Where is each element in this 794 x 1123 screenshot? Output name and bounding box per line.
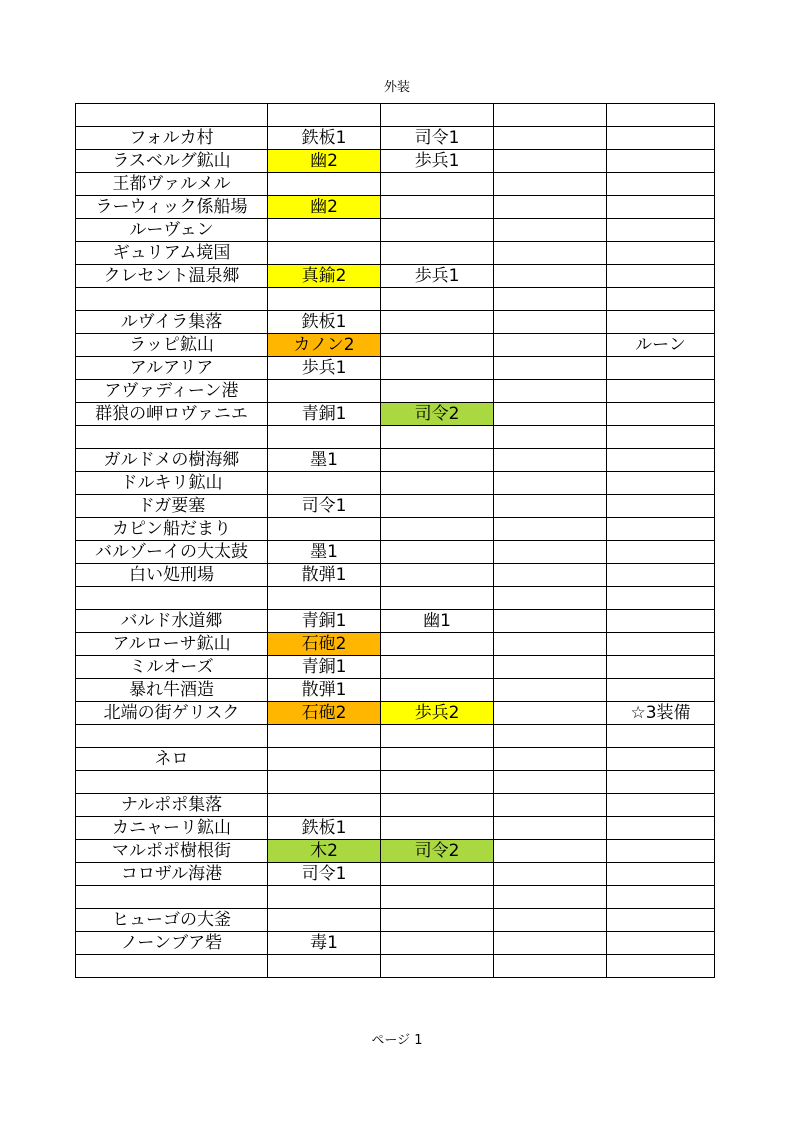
location-cell	[76, 955, 268, 978]
note-cell	[607, 771, 715, 794]
location-cell: 王都ヴァルメル	[76, 173, 268, 196]
item-cell: 青銅1	[268, 656, 381, 679]
item2-cell	[381, 518, 494, 541]
note-cell	[607, 219, 715, 242]
item-cell: 司令1	[268, 863, 381, 886]
item-cell	[268, 104, 381, 127]
item2-cell	[381, 725, 494, 748]
extra-cell	[494, 357, 607, 380]
location-cell: ラッピ鉱山	[76, 334, 268, 357]
table-row	[76, 748, 715, 771]
table-row	[76, 610, 715, 633]
extra-cell	[494, 564, 607, 587]
item2-cell	[381, 242, 494, 265]
item2-cell	[381, 817, 494, 840]
table-row	[76, 886, 715, 909]
extra-cell	[494, 403, 607, 426]
item2-cell: 歩兵2	[381, 702, 494, 725]
item2-cell	[381, 633, 494, 656]
page-footer: ページ 1	[371, 1033, 423, 1048]
item2-cell	[381, 541, 494, 564]
item-cell: 青銅1	[268, 403, 381, 426]
location-cell: ラーウィック係船場	[76, 196, 268, 219]
location-cell: クレセント温泉郷	[76, 265, 268, 288]
item2-cell	[381, 288, 494, 311]
item-cell	[268, 219, 381, 242]
note-cell	[607, 265, 715, 288]
location-cell: ノーンブア砦	[76, 932, 268, 955]
item2-cell	[381, 564, 494, 587]
location-cell: アルローサ鉱山	[76, 633, 268, 656]
extra-cell	[494, 472, 607, 495]
item-cell	[268, 909, 381, 932]
item-cell	[268, 173, 381, 196]
note-cell	[607, 794, 715, 817]
item2-cell	[381, 886, 494, 909]
table-row	[76, 725, 715, 748]
location-cell	[76, 771, 268, 794]
location-cell: ラスベルグ鉱山	[76, 150, 268, 173]
extra-cell	[494, 334, 607, 357]
extra-cell	[494, 495, 607, 518]
extra-cell	[494, 863, 607, 886]
item2-cell	[381, 932, 494, 955]
item2-cell	[381, 104, 494, 127]
note-cell	[607, 242, 715, 265]
location-cell: アルアリア	[76, 357, 268, 380]
item-cell	[268, 794, 381, 817]
item-cell: 鉄板1	[268, 817, 381, 840]
extra-cell	[494, 817, 607, 840]
item-cell	[268, 771, 381, 794]
note-cell	[607, 288, 715, 311]
table-row	[76, 840, 715, 863]
location-cell: コロザル海港	[76, 863, 268, 886]
extra-cell	[494, 794, 607, 817]
extra-cell	[494, 633, 607, 656]
extra-cell	[494, 150, 607, 173]
item-cell	[268, 587, 381, 610]
note-cell	[607, 518, 715, 541]
location-cell: ルーヴェン	[76, 219, 268, 242]
table-row	[76, 472, 715, 495]
extra-cell	[494, 909, 607, 932]
extra-cell	[494, 219, 607, 242]
location-cell: ネロ	[76, 748, 268, 771]
item2-cell: 司令2	[381, 403, 494, 426]
item-cell	[268, 725, 381, 748]
item-cell: 散弾1	[268, 679, 381, 702]
item-cell	[268, 242, 381, 265]
table-row	[76, 679, 715, 702]
note-cell	[607, 357, 715, 380]
extra-cell	[494, 955, 607, 978]
location-cell	[76, 288, 268, 311]
item2-cell	[381, 679, 494, 702]
location-cell: ドルキリ鉱山	[76, 472, 268, 495]
item-cell: 毒1	[268, 932, 381, 955]
note-cell	[607, 886, 715, 909]
table-row	[76, 955, 715, 978]
extra-cell	[494, 587, 607, 610]
item2-cell	[381, 380, 494, 403]
location-cell: ミルオーズ	[76, 656, 268, 679]
item2-cell	[381, 656, 494, 679]
item-cell: 石砲2	[268, 633, 381, 656]
table-row	[76, 518, 715, 541]
extra-cell	[494, 702, 607, 725]
note-cell	[607, 633, 715, 656]
location-cell: ギュリアム境国	[76, 242, 268, 265]
table-row	[76, 817, 715, 840]
item-cell: 幽2	[268, 150, 381, 173]
note-cell	[607, 196, 715, 219]
extra-cell	[494, 748, 607, 771]
note-cell	[607, 541, 715, 564]
note-cell	[607, 449, 715, 472]
table-row	[76, 587, 715, 610]
table-row	[76, 771, 715, 794]
item2-cell	[381, 955, 494, 978]
item-cell: 木2	[268, 840, 381, 863]
location-cell: 白い処刑場	[76, 564, 268, 587]
item-cell	[268, 472, 381, 495]
item-cell	[268, 380, 381, 403]
location-cell	[76, 587, 268, 610]
item2-cell: 司令2	[381, 840, 494, 863]
table-row	[76, 932, 715, 955]
extra-cell	[494, 886, 607, 909]
item-cell: 散弾1	[268, 564, 381, 587]
item2-cell	[381, 196, 494, 219]
extra-cell	[494, 196, 607, 219]
item2-cell	[381, 173, 494, 196]
table-row	[76, 242, 715, 265]
note-cell	[607, 472, 715, 495]
table-row	[76, 288, 715, 311]
extra-cell	[494, 932, 607, 955]
note-cell	[607, 610, 715, 633]
table-row	[76, 564, 715, 587]
location-cell: バルゾーイの大太鼓	[76, 541, 268, 564]
location-cell: 暴れ牛酒造	[76, 679, 268, 702]
table-row	[76, 633, 715, 656]
extra-cell	[494, 771, 607, 794]
item2-cell	[381, 311, 494, 334]
extra-cell	[494, 679, 607, 702]
note-cell	[607, 564, 715, 587]
item2-cell	[381, 909, 494, 932]
table-row	[76, 334, 715, 357]
note-cell	[607, 150, 715, 173]
location-cell: ヒューゴの大釜	[76, 909, 268, 932]
item2-cell	[381, 587, 494, 610]
extra-cell	[494, 288, 607, 311]
note-cell	[607, 127, 715, 150]
extra-cell	[494, 840, 607, 863]
item-cell	[268, 748, 381, 771]
table-row	[76, 656, 715, 679]
location-cell	[76, 426, 268, 449]
location-cell: アヴァディーン港	[76, 380, 268, 403]
item-cell: 鉄板1	[268, 127, 381, 150]
location-cell: ルヴイラ集落	[76, 311, 268, 334]
table-row	[76, 150, 715, 173]
table-body	[76, 104, 715, 978]
note-cell: ルーン	[607, 334, 715, 357]
note-cell	[607, 840, 715, 863]
item2-cell	[381, 794, 494, 817]
item-cell: 幽2	[268, 196, 381, 219]
item-cell	[268, 426, 381, 449]
item-cell: 司令1	[268, 495, 381, 518]
table-row	[76, 541, 715, 564]
item2-cell: 司令1	[381, 127, 494, 150]
extra-cell	[494, 173, 607, 196]
extra-cell	[494, 725, 607, 748]
table-row	[76, 219, 715, 242]
table-row	[76, 357, 715, 380]
item-cell: カノン2	[268, 334, 381, 357]
item-cell: 歩兵1	[268, 357, 381, 380]
note-cell	[607, 173, 715, 196]
item2-cell	[381, 357, 494, 380]
note-cell	[607, 104, 715, 127]
item-cell	[268, 886, 381, 909]
note-cell: ☆3装備	[607, 702, 715, 725]
item2-cell	[381, 472, 494, 495]
table-row	[76, 173, 715, 196]
item-cell: 真鍮2	[268, 265, 381, 288]
table-row	[76, 794, 715, 817]
table-row	[76, 311, 715, 334]
table-row	[76, 495, 715, 518]
location-cell: カニャーリ鉱山	[76, 817, 268, 840]
table-row	[76, 265, 715, 288]
note-cell	[607, 380, 715, 403]
item2-cell: 歩兵1	[381, 150, 494, 173]
extra-cell	[494, 449, 607, 472]
table-row	[76, 863, 715, 886]
table-row	[76, 426, 715, 449]
note-cell	[607, 748, 715, 771]
location-cell: 群狼の岬ロヴァニエ	[76, 403, 268, 426]
extra-cell	[494, 541, 607, 564]
location-cell	[76, 104, 268, 127]
item-cell	[268, 518, 381, 541]
note-cell	[607, 587, 715, 610]
equipment-table	[75, 103, 715, 978]
table-row	[76, 196, 715, 219]
extra-cell	[494, 127, 607, 150]
location-cell: バルド水道郷	[76, 610, 268, 633]
note-cell	[607, 403, 715, 426]
table-row	[76, 104, 715, 127]
item2-cell	[381, 863, 494, 886]
note-cell	[607, 679, 715, 702]
note-cell	[607, 955, 715, 978]
item2-cell	[381, 219, 494, 242]
item2-cell	[381, 495, 494, 518]
note-cell	[607, 932, 715, 955]
note-cell	[607, 656, 715, 679]
item2-cell: 歩兵1	[381, 265, 494, 288]
note-cell	[607, 311, 715, 334]
location-cell: カピン船だまり	[76, 518, 268, 541]
extra-cell	[494, 656, 607, 679]
location-cell: マルポポ樹根街	[76, 840, 268, 863]
item2-cell	[381, 449, 494, 472]
extra-cell	[494, 610, 607, 633]
table-row	[76, 380, 715, 403]
location-cell	[76, 886, 268, 909]
note-cell	[607, 725, 715, 748]
location-cell: ガルドメの樹海郷	[76, 449, 268, 472]
table-row	[76, 449, 715, 472]
location-cell: フォルカ村	[76, 127, 268, 150]
note-cell	[607, 909, 715, 932]
location-cell: 北端の街ゲリスク	[76, 702, 268, 725]
table-row	[76, 909, 715, 932]
extra-cell	[494, 265, 607, 288]
item2-cell	[381, 748, 494, 771]
extra-cell	[494, 380, 607, 403]
page-header: 外装	[383, 80, 410, 95]
item2-cell: 幽1	[381, 610, 494, 633]
item-cell: 墨1	[268, 541, 381, 564]
extra-cell	[494, 518, 607, 541]
item-cell	[268, 955, 381, 978]
note-cell	[607, 817, 715, 840]
note-cell	[607, 863, 715, 886]
table-row	[76, 403, 715, 426]
table-row	[76, 127, 715, 150]
note-cell	[607, 426, 715, 449]
item-cell: 青銅1	[268, 610, 381, 633]
item2-cell	[381, 334, 494, 357]
item2-cell	[381, 771, 494, 794]
location-cell: ナルポポ集落	[76, 794, 268, 817]
extra-cell	[494, 311, 607, 334]
location-cell: ドガ要塞	[76, 495, 268, 518]
extra-cell	[494, 426, 607, 449]
location-cell	[76, 725, 268, 748]
table-row	[76, 702, 715, 725]
item-cell: 墨1	[268, 449, 381, 472]
item-cell	[268, 288, 381, 311]
item-cell: 鉄板1	[268, 311, 381, 334]
note-cell	[607, 495, 715, 518]
item2-cell	[381, 426, 494, 449]
extra-cell	[494, 104, 607, 127]
item-cell: 石砲2	[268, 702, 381, 725]
extra-cell	[494, 242, 607, 265]
